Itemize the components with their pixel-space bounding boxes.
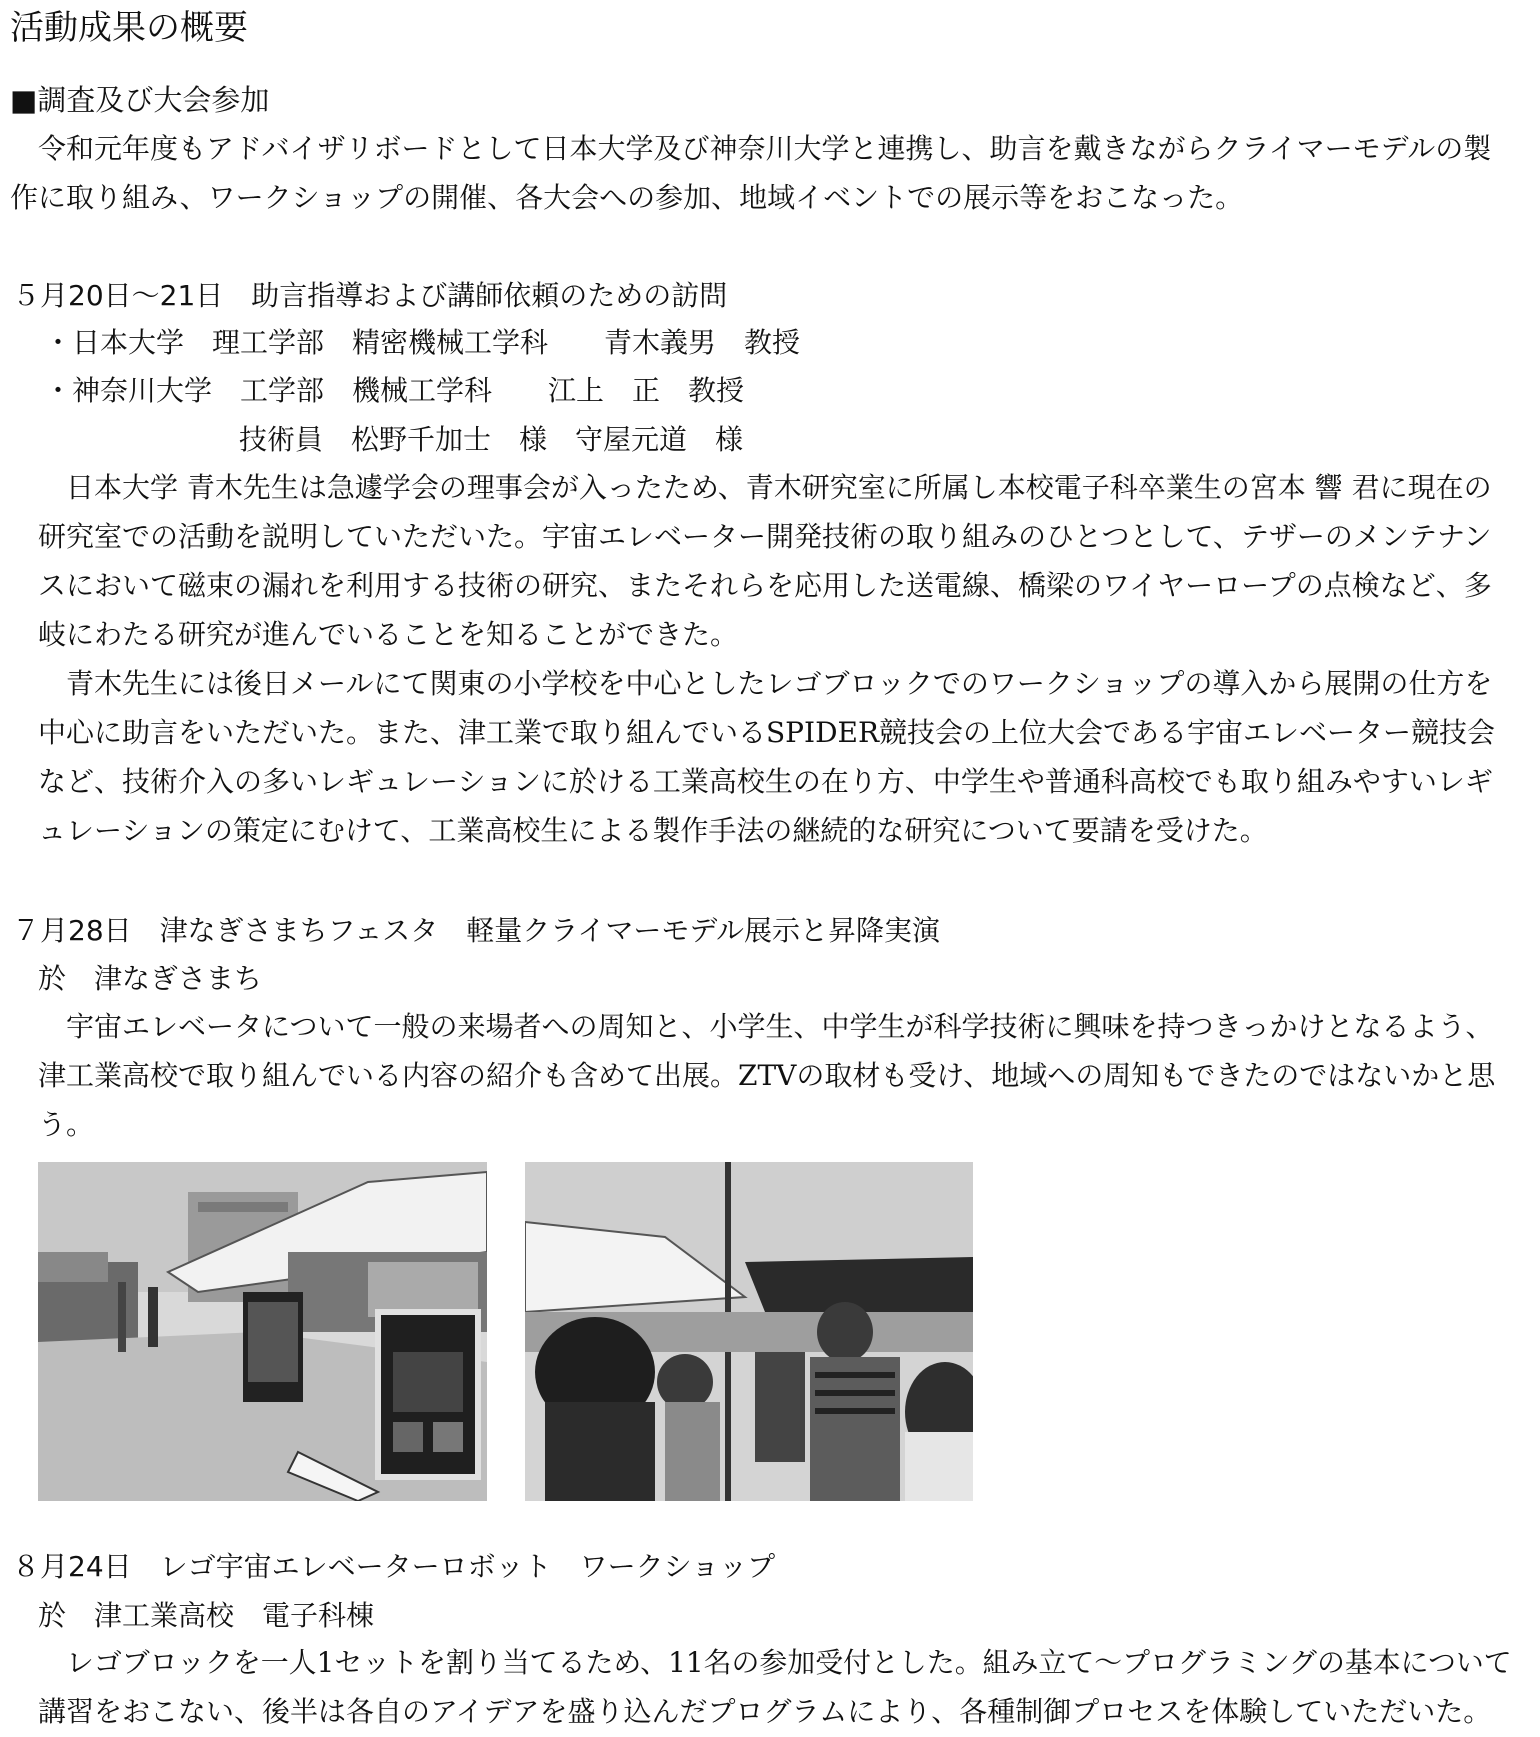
event2-body-line: 宇宙エレベータについて一般の来場者への周知と、小学生、中学生が科学技術に興味を持つきっかけとなるよう、 (66, 1010, 1494, 1043)
event3-body-line: 講習をおこない、後半は各自のアイデアを盛り込んだプログラムにより、各種制御プロセスを体験していただいた。 (38, 1695, 1492, 1728)
intro-line-2: 作に取り組み、ワークショップの開催、各大会への参加、地域イベントでの展示等をおこなった。 (10, 181, 1244, 214)
event1-bullet-3: 技術員 松野千加士 様 守屋元道 様 (239, 423, 744, 456)
event2-body-line: 津工業高校で取り組んでいる内容の紹介も含めて出展。ZTVの取材も受け、地域への周知もできたのではないかと思 (38, 1059, 1496, 1092)
photo-visitors-at-booth (525, 1162, 973, 1501)
event2-heading: ７月28日 津なぎさまちフェスタ 軽量クライマーモデル展示と昇降実演 (12, 914, 940, 947)
event3-heading: ８月24日 レゴ宇宙エレベーターロボット ワークショップ (12, 1550, 776, 1583)
event1-body-line: 中心に助言をいただいた。また、津工業で取り組んでいるSPIDER競技会の上位大会である宇宙エレベーター競技会 (38, 716, 1496, 749)
section-heading: ■調査及び大会参加 (10, 83, 270, 117)
event1-bullet-2: ・神奈川大学 工学部 機械工学科 江上 正 教授 (44, 374, 745, 407)
event1-body-line: 青木先生には後日メールにて関東の小学校を中心としたレゴブロックでのワークショップの導入から展開の仕方を (66, 667, 1493, 700)
event1-body-line: 研究室での活動を説明していただいた。宇宙エレベーター開発技術の取り組みのひとつとして、テザーのメンテナン (38, 520, 1492, 553)
intro-line-1: 令和元年度もアドバイザリボードとして日本大学及び神奈川大学と連携し、助言を戴きながらクライマーモデルの製 (38, 132, 1492, 165)
page-title: 活動成果の概要 (10, 8, 248, 48)
event3-body-line: レゴブロックを一人1セットを割り当てるため、11名の参加受付とした。組み立て～プログラミングの基本について (66, 1646, 1512, 1679)
event1-heading: ５月20日～21日 助言指導および講師依頼のための訪問 (12, 279, 728, 312)
event2-venue: 於 津なぎさまち (38, 962, 263, 995)
event3-venue: 於 津工業高校 電子科棟 (38, 1599, 375, 1632)
event2-body-line: う。 (38, 1108, 95, 1141)
event1-bullet-1: ・日本大学 理工学部 精密機械工学科 青木義男 教授 (44, 326, 801, 359)
event1-body-line: 岐にわたる研究が進んでいることを知ることができた。 (38, 618, 739, 651)
photo-exhibit-tents (38, 1162, 487, 1501)
event1-body-line: スにおいて磁束の漏れを利用する技術の研究、またそれらを応用した送電線、橋梁のワイヤーロープの点検など、多 (38, 569, 1492, 602)
event1-body-line: 日本大学 青木先生は急遽学会の理事会が入ったため、青木研究室に所属し本校電子科卒業生の宮本 響 君に現在の (66, 471, 1492, 504)
event1-body-line: など、技術介入の多いレギュレーションに於ける工業高校生の在り方、中学生や普通科高校でも取り組みやすいレギ (38, 765, 1493, 798)
event1-body-line: ュレーションの策定にむけて、工業高校生による製作手法の継続的な研究について要請を受けた。 (38, 814, 1268, 847)
